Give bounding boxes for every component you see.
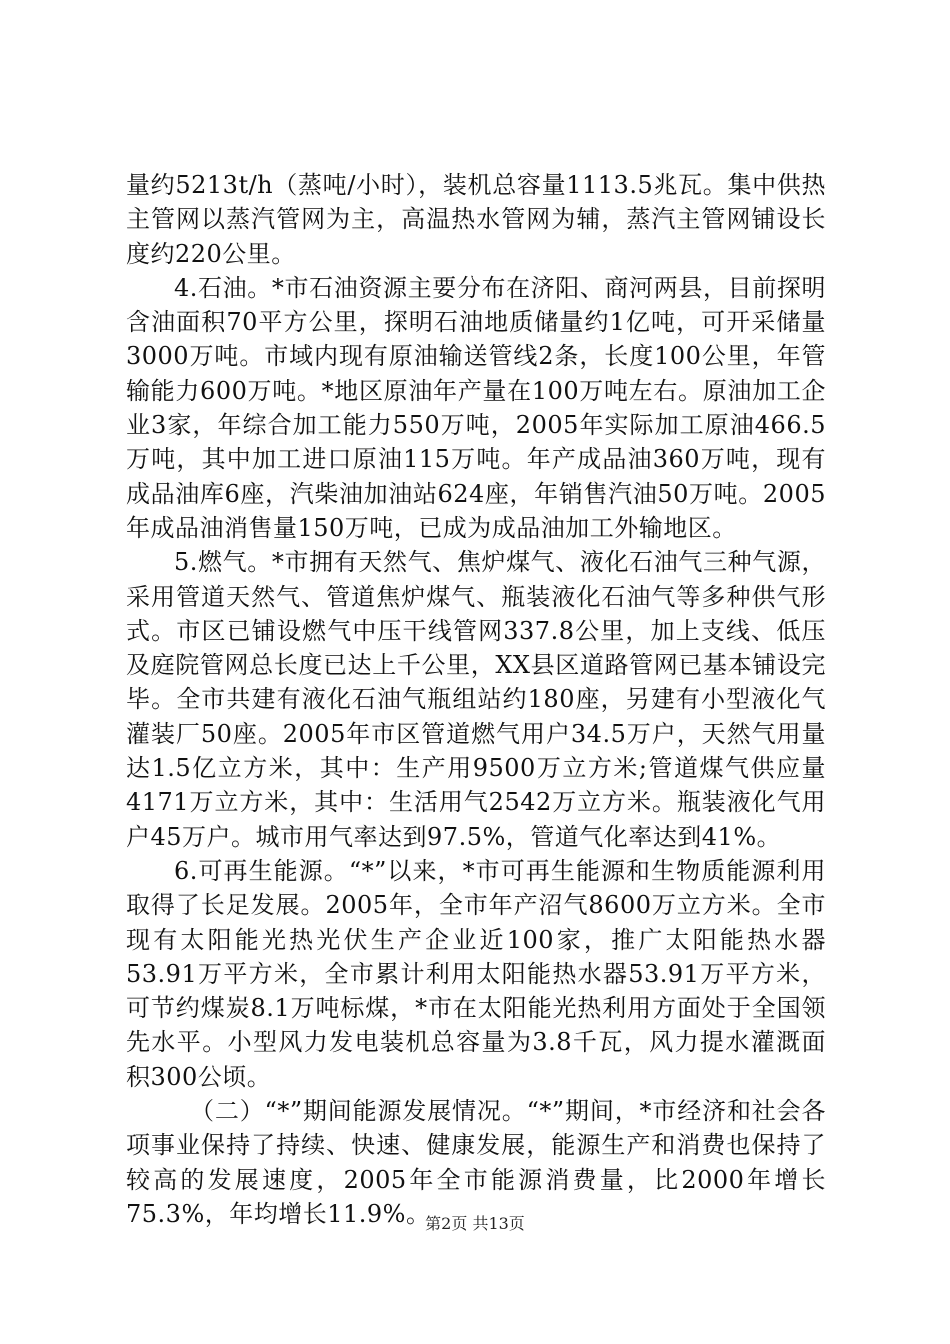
paragraph-renewable-energy: 6.可再生能源。“*”以来，*市可再生能源和生物质能源利用取得了长足发展。2005年，全市年产沼气8600万立方米。全市现有太阳能光热光伏生产企业近100家，推广太阳能热水器53.91万平方米，全市累计利用太阳能热水器53.91万平方米，可节约煤炭8.1万吨标煤，*市在太阳能光热利用方面处于全国领先水平。小型风力发电装机总容量为3.8千瓦，风力提水灌溉面积300公顷。 <box>126 856 826 1091</box>
paragraph-petroleum: 4.石油。*市石油资源主要分布在济阳、商河两县，目前探明含油面积70平方公里，探明石油地质储量约1亿吨，可开采储量3000万吨。市域内现有原油输送管线2条，长度100公里，年管输能力600万吨。*地区原油年产量在100万吨左右。原油加工企业3家，年综合加工能力550万吨，2005年实际加工原油466.5万吨，其中加工进口原油115万吨。年产成品油360万吨，现有成品油库6座，汽柴油加油站624座，年销售汽油50万吨。2005年成品油消售量150万吨，已成为成品油加工外输地区。 <box>126 273 826 542</box>
page-footer: 第2页 共13页 <box>425 1214 525 1233</box>
paragraph-heat-supply-continued: 量约5213t/h（蒸吨/小时），装机总容量1113.5兆瓦。集中供热主管网以蒸汽管网为主，高温热水管网为辅，蒸汽主管网铺设长度约220公里。 <box>126 171 826 268</box>
paragraph-energy-development: （二）“*”期间能源发展情况。“*”期间，*市经济和社会各项事业保持了持续、快速、健康发展，能源生产和消费也保持了较高的发展速度，2005年全市能源消费量，比2000年增长75.3%，年均增长11.9%。 <box>126 1097 826 1228</box>
document-body <box>126 168 826 1231</box>
paragraph-gas: 5.燃气。*市拥有天然气、焦炉煤气、液化石油气三种气源，采用管道天然气、管道焦炉煤气、瓶装液化石油气等多种供气形式。市区已铺设燃气中压干线管网337.8公里，加上支线、低压及庭院管网总长度已达上千公里，XX县区道路管网已基本铺设完毕。全市共建有液化石油气瓶组站约180座，另建有小型液化气灌装厂50座。2005年市区管道燃气用户34.5万户，天然气用量达1.5亿立方米，其中：生产用9500万立方米;管道煤气供应量4171万立方米，其中：生活用气2542万立方米。瓶装液化气用户45万户。城市用气率达到97.5%，管道气化率达到41%。 <box>126 548 826 851</box>
